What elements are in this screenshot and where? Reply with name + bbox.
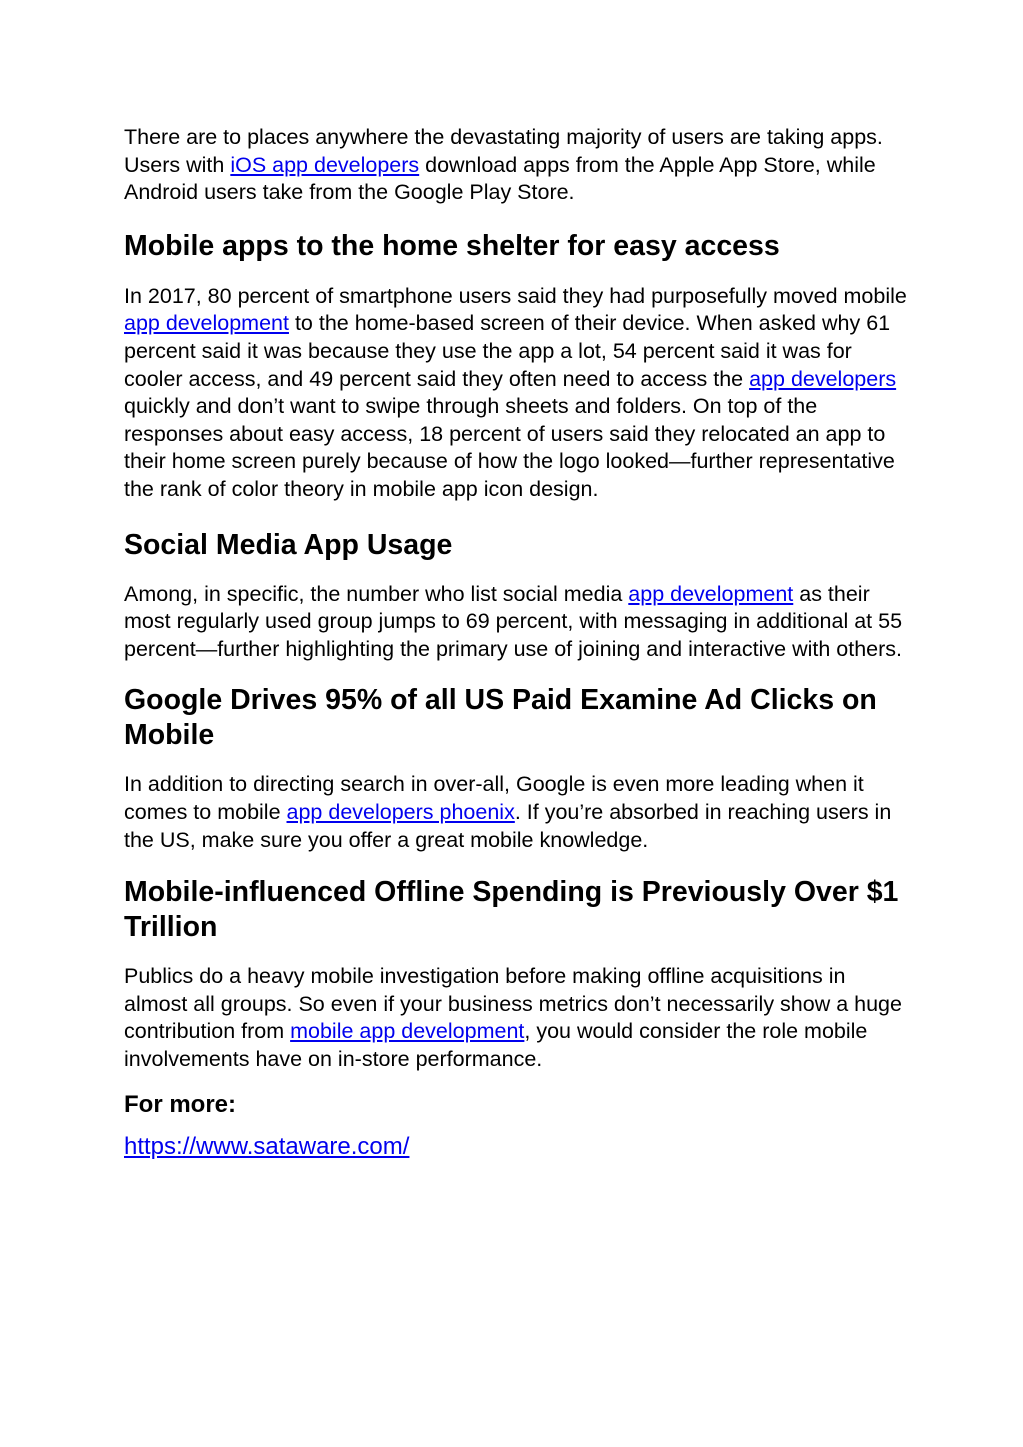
heading-offline-spending: Mobile-influenced Offline Spending is Previously Over $1 Trillion xyxy=(124,876,899,944)
paragraph-text: In 2017, 80 percent of smartphone users said they had purposefully moved mobile xyxy=(124,283,907,308)
paragraph-text: quickly and don’t want to swipe through sheets and folders. On top of the responses about easy access, 18 percent of users said they relocated an app to their home screen purely because of how the logo looked—further representative the rank of color theory in mobile app icon design. xyxy=(124,394,895,501)
heading-google-drives: Google Drives 95% of all US Paid Examine Ad Clicks on Mobile xyxy=(124,684,877,752)
paragraph-text: Publics do a heavy mobile investigation before making offline acquisitions in almost all groups. So even if your business metrics don’t necessarily show a huge contribution from xyxy=(124,964,902,1044)
website-url xyxy=(124,1132,914,1162)
for-more-label: For more: xyxy=(124,1091,237,1119)
link-ios-app-developers[interactable]: iOS app developers xyxy=(230,152,420,177)
paragraph-text: , you would consider the role mobile involvements have on in-store performance. xyxy=(124,1019,868,1071)
link-app-developers-phoenix[interactable]: app developers phoenix xyxy=(286,799,515,824)
heading-home-screen: Mobile apps to the home shelter for easy access xyxy=(124,229,780,262)
paragraph-offline-spending xyxy=(124,963,914,1073)
paragraph-text: download apps from the Apple App Store, while Android users take from the Google Play Store. xyxy=(124,152,876,205)
paragraph-social-media xyxy=(124,581,914,664)
paragraph-text: to the home-based screen of their device. When asked why 61 percent said it was because they use the app a lot, 54 percent said it was for cooler access, and 49 percent said they often need to access the xyxy=(124,311,891,391)
paragraph-text: Among, in specific, the number who list social media xyxy=(124,581,629,606)
heading-social-media: Social Media App Usage xyxy=(124,528,453,561)
document-page xyxy=(124,124,914,1162)
paragraph-text: as their most regularly used group jumps to 69 percent, with messaging in additional at 55 percent—further highlighting the primary use of joining and interactive with others. xyxy=(124,581,903,661)
paragraph-google xyxy=(124,771,914,854)
link-app-development[interactable]: app development xyxy=(124,311,289,336)
paragraph-text: There are to places anywhere the devastating majority of users are taking apps. Users with xyxy=(124,125,883,177)
link-sataware-website[interactable]: https://www.sataware.com/ xyxy=(124,1133,410,1161)
paragraph-text: . If you’re absorbed in reaching users in the US, make sure you offer a great mobile knowledge. xyxy=(124,799,892,852)
link-app-developers[interactable]: app developers xyxy=(749,366,897,391)
link-mobile-app-development[interactable]: mobile app development xyxy=(290,1019,525,1044)
paragraph-text: In addition to directing search in over-all, Google is even more leading when it comes to mobile xyxy=(124,772,864,824)
paragraph-home-screen xyxy=(124,283,914,504)
link-app-development[interactable]: app development xyxy=(628,581,794,606)
paragraph-app-stores xyxy=(124,124,914,207)
